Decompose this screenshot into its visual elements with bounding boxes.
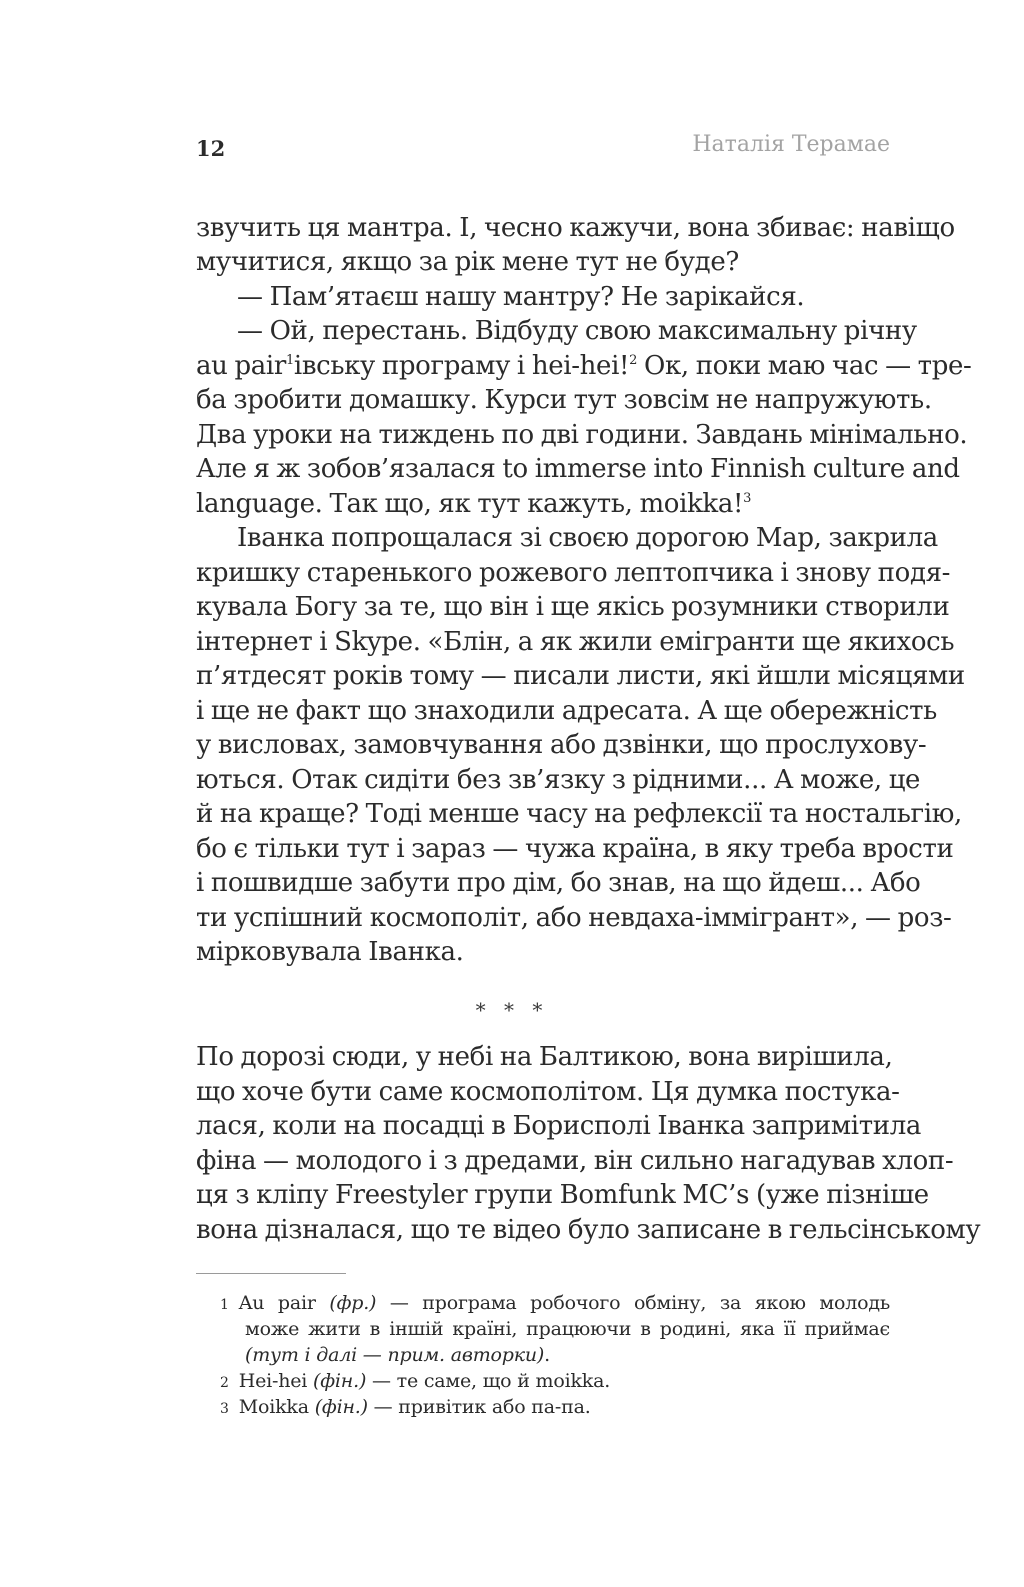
body-line: і пошвидше забути про дім, бо знав, на що йдеш... Або xyxy=(196,868,921,898)
body-line: По дорозі сюди, у небі на Балтикою, вона вирішила, xyxy=(196,1042,893,1072)
body-line: лася, коли на посадці в Борисполі Іванка запримітила xyxy=(196,1111,922,1141)
body-line: Іванка попрощалася зі своєю дорогою Мар, закрила xyxy=(237,523,938,553)
body-line: вона дізналася, що те відео було записане в гельсінському xyxy=(196,1215,981,1245)
body-line: ються. Отак сидіти без зв’язку з рідними... А може, це xyxy=(196,765,921,795)
footnote-term: Moikka xyxy=(238,1396,309,1418)
footnote-1-line-3 xyxy=(245,1342,890,1368)
footnote-3 xyxy=(220,1394,890,1420)
body-line: Два уроки на тиждень по дві години. Завдань мінімально. xyxy=(196,420,968,450)
body-line: Але я ж зобов’язалася to immerse into Finnish culture and xyxy=(196,454,960,484)
note-mark: 2 xyxy=(629,353,638,368)
body-line: — Пам’ятаєш нашу мантру? Не зарікайся. xyxy=(237,282,805,312)
body-line: ба зробити домашку. Курси тут зовсім не напружують. xyxy=(196,385,932,415)
body-line xyxy=(196,487,890,521)
author-name: Наталія Терамае xyxy=(692,132,890,157)
body-line: мірковувала Іванка. xyxy=(196,937,464,967)
footnote-text: — те саме, що й moikka. xyxy=(366,1370,611,1392)
body-fragment: language. Так що, як тут кажуть, moikka! xyxy=(196,489,744,519)
footnote-2 xyxy=(220,1368,890,1394)
body-line: ця з кліпу Freestyler групи Bomfunk MC’s (уже пізніше xyxy=(196,1180,929,1210)
footnote-text: . xyxy=(544,1344,550,1366)
footnote-lang: (фін.) xyxy=(313,1370,367,1392)
body-line xyxy=(196,349,972,383)
body-line: що хоче бути саме космополітом. Ця думка постука- xyxy=(196,1077,900,1107)
footnote-note: (тут і далі — прим. авторки) xyxy=(245,1344,545,1366)
body-line: — Ой, перестань. Відбуду свою максимальну річну xyxy=(237,316,917,346)
body-line: й на краще? Тоді менше часу на рефлексії та ностальгію, xyxy=(196,799,962,829)
footnote-1-line-2: може жити в іншій країні, працюючи в родині, яка її приймає xyxy=(245,1318,890,1340)
body-line: п’ятдесят років тому — писали листи, які йшли місяцями xyxy=(196,661,965,691)
body-line: бо є тільки тут і зараз — чужа країна, в яку треба врости xyxy=(196,834,954,864)
footnote-mark: 2 xyxy=(220,1375,229,1391)
note-mark: 3 xyxy=(743,491,752,506)
body-line: ти успішний космополіт, або невдаха-іммігрант», — роз- xyxy=(196,903,952,933)
footnote-mark: 3 xyxy=(220,1401,229,1417)
footnote-term: Hei-hei xyxy=(238,1370,308,1392)
body-line: інтернет і Skype. «Блін, а як жили емігранти ще якихось xyxy=(196,627,955,657)
footnote-rule xyxy=(196,1273,346,1274)
footnote-term: Au pair xyxy=(238,1292,316,1314)
footnote-text: — привітик або па-па. xyxy=(367,1396,591,1418)
footnote-text: — програма робочого обміну, за якою молодь xyxy=(376,1292,890,1314)
body-fragment: івську програму і hei-hei! xyxy=(293,351,630,381)
note-mark: 1 xyxy=(285,353,294,368)
footnote-1 xyxy=(220,1290,890,1316)
page-number: 12 xyxy=(196,136,226,161)
section-separator: * * * xyxy=(475,998,549,1022)
body-line: і ще не факт що знаходили адресата. А ще обережність xyxy=(196,696,937,726)
body-fragment: Ок, поки маю час — тре- xyxy=(637,351,972,381)
body-line: мучитися, якщо за рік мене тут не буде? xyxy=(196,247,739,277)
body-fragment: au pair xyxy=(196,351,286,381)
footnote-lang: (фр.) xyxy=(329,1292,377,1314)
footnote-lang: (фін.) xyxy=(314,1396,368,1418)
running-head xyxy=(196,128,890,168)
body-line: фіна — молодого і з дредами, він сильно нагадував хлоп- xyxy=(196,1146,954,1176)
body-line: кувала Богу за те, що він і ще якісь розумники створили xyxy=(196,592,950,622)
body-line: у висловах, замовчування або дзвінки, що прослухову- xyxy=(196,730,927,760)
body-line: кришку старенького рожевого лептопчика і знову подя- xyxy=(196,558,951,588)
footnote-mark: 1 xyxy=(220,1297,229,1313)
body-line: звучить ця мантра. І, чесно кажучи, вона збиває: навіщо xyxy=(196,213,955,243)
